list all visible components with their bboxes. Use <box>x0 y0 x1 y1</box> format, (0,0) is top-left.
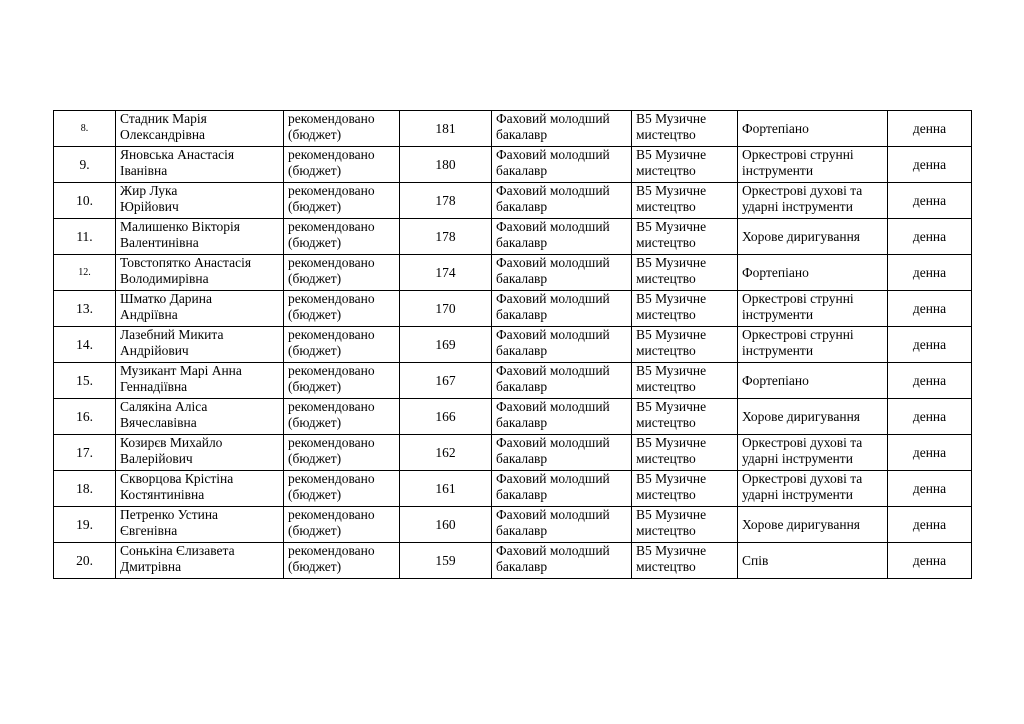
applicant-name-cell <box>116 219 284 255</box>
funding-text: (бюджет) <box>288 271 342 286</box>
applicant-patronymic: Валентинівна <box>120 235 199 250</box>
study-form-cell: денна <box>888 435 972 471</box>
applicant-name-cell <box>116 435 284 471</box>
specialization-line-1: Оркестрові духові та <box>742 471 863 486</box>
table-row <box>54 399 972 435</box>
status-text: рекомендовано <box>288 327 375 342</box>
admission-results-table <box>53 110 972 579</box>
study-form-cell: денна <box>888 219 972 255</box>
specialization-line-1: Хорове диригування <box>742 228 861 244</box>
status-text: рекомендовано <box>288 291 375 306</box>
funding-text: (бюджет) <box>288 523 342 538</box>
specialization-cell <box>738 219 888 255</box>
score-cell: 161 <box>400 471 492 507</box>
score-cell: 174 <box>400 255 492 291</box>
specialization-line-1: Хорове диригування <box>742 516 861 532</box>
specialization-line-1: Фортепіано <box>742 120 809 136</box>
status-text: рекомендовано <box>288 363 375 378</box>
degree-cell <box>492 219 632 255</box>
field-cell <box>632 471 738 507</box>
field-line-2: мистецтво <box>636 523 696 538</box>
row-number-cell: 12. <box>54 255 116 291</box>
study-form-cell: денна <box>888 291 972 327</box>
status-cell <box>284 183 400 219</box>
study-form-cell: денна <box>888 183 972 219</box>
applicant-name-cell <box>116 327 284 363</box>
applicant-surname-given: Жир Лука <box>120 183 178 198</box>
field-line-1: В5 Музичне <box>636 147 707 162</box>
field-line-1: В5 Музичне <box>636 291 707 306</box>
status-text: рекомендовано <box>288 399 375 414</box>
field-line-1: В5 Музичне <box>636 183 707 198</box>
field-line-2: мистецтво <box>636 199 696 214</box>
status-cell <box>284 219 400 255</box>
status-cell <box>284 291 400 327</box>
funding-text: (бюджет) <box>288 307 342 322</box>
specialization-cell <box>738 471 888 507</box>
field-line-2: мистецтво <box>636 451 696 466</box>
field-cell <box>632 147 738 183</box>
specialization-line-2: ударні інструменти <box>742 199 853 214</box>
row-number-cell: 14. <box>54 327 116 363</box>
degree-line-1: Фаховий молодший <box>496 507 610 522</box>
specialization-cell <box>738 111 888 147</box>
degree-line-2: бакалавр <box>496 307 548 322</box>
table-row <box>54 147 972 183</box>
degree-cell <box>492 111 632 147</box>
degree-line-1: Фаховий молодший <box>496 363 610 378</box>
degree-cell <box>492 255 632 291</box>
score-cell: 169 <box>400 327 492 363</box>
degree-line-1: Фаховий молодший <box>496 291 610 306</box>
degree-line-1: Фаховий молодший <box>496 111 610 126</box>
status-text: рекомендовано <box>288 435 375 450</box>
study-form-cell: денна <box>888 363 972 399</box>
table-row <box>54 111 972 147</box>
specialization-line-1: Фортепіано <box>742 372 809 388</box>
specialization-cell <box>738 291 888 327</box>
funding-text: (бюджет) <box>288 199 342 214</box>
applicant-patronymic: Іванівна <box>120 163 168 178</box>
status-cell <box>284 399 400 435</box>
funding-text: (бюджет) <box>288 343 342 358</box>
degree-line-2: бакалавр <box>496 271 548 286</box>
applicant-patronymic: Андріївна <box>120 307 178 322</box>
field-line-1: В5 Музичне <box>636 507 707 522</box>
score-cell: 178 <box>400 183 492 219</box>
field-cell <box>632 111 738 147</box>
status-cell <box>284 471 400 507</box>
applicant-surname-given: Петренко Устина <box>120 507 219 522</box>
applicant-patronymic: Дмитрівна <box>120 559 182 574</box>
degree-line-2: бакалавр <box>496 487 548 502</box>
degree-line-2: бакалавр <box>496 379 548 394</box>
degree-cell <box>492 291 632 327</box>
specialization-line-1: Оркестрові струнні <box>742 147 854 162</box>
degree-line-2: бакалавр <box>496 199 548 214</box>
degree-line-1: Фаховий молодший <box>496 219 610 234</box>
specialization-cell <box>738 327 888 363</box>
applicant-surname-given: Салякіна Аліса <box>120 399 208 414</box>
table-row <box>54 471 972 507</box>
status-text: рекомендовано <box>288 183 375 198</box>
applicant-surname-given: Товстопятко Анастасія <box>120 255 252 270</box>
row-number-cell: 18. <box>54 471 116 507</box>
table-row <box>54 363 972 399</box>
applicant-patronymic: Олександрівна <box>120 127 206 142</box>
score-cell: 160 <box>400 507 492 543</box>
status-text: рекомендовано <box>288 507 375 522</box>
study-form-cell: денна <box>888 507 972 543</box>
specialization-line-1: Оркестрові струнні <box>742 291 854 306</box>
field-line-1: В5 Музичне <box>636 471 707 486</box>
score-cell: 180 <box>400 147 492 183</box>
degree-line-2: бакалавр <box>496 415 548 430</box>
score-cell: 159 <box>400 543 492 579</box>
specialization-line-2: ударні інструменти <box>742 451 853 466</box>
specialization-line-1: Спів <box>742 552 769 568</box>
status-cell <box>284 327 400 363</box>
study-form-cell: денна <box>888 399 972 435</box>
degree-line-1: Фаховий молодший <box>496 327 610 342</box>
row-number-cell: 16. <box>54 399 116 435</box>
degree-line-2: бакалавр <box>496 523 548 538</box>
row-number-cell: 17. <box>54 435 116 471</box>
field-line-1: В5 Музичне <box>636 255 707 270</box>
field-line-2: мистецтво <box>636 343 696 358</box>
specialization-cell <box>738 435 888 471</box>
applicant-name-cell <box>116 363 284 399</box>
field-line-2: мистецтво <box>636 127 696 142</box>
degree-cell <box>492 471 632 507</box>
applicant-surname-given: Шматко Дарина <box>120 291 213 306</box>
score-cell: 170 <box>400 291 492 327</box>
applicant-patronymic: Геннадіївна <box>120 379 188 394</box>
row-number-cell: 19. <box>54 507 116 543</box>
degree-line-2: бакалавр <box>496 127 548 142</box>
degree-line-2: бакалавр <box>496 163 548 178</box>
table-row <box>54 507 972 543</box>
study-form-cell: денна <box>888 543 972 579</box>
degree-cell <box>492 147 632 183</box>
status-text: рекомендовано <box>288 543 375 558</box>
degree-line-1: Фаховий молодший <box>496 183 610 198</box>
status-cell <box>284 435 400 471</box>
field-line-1: В5 Музичне <box>636 327 707 342</box>
applicant-name-cell <box>116 255 284 291</box>
table-row <box>54 291 972 327</box>
specialization-line-1: Хорове диригування <box>742 408 861 424</box>
applicant-surname-given: Лазебний Микита <box>120 327 224 342</box>
funding-text: (бюджет) <box>288 379 342 394</box>
field-cell <box>632 183 738 219</box>
row-number-cell: 13. <box>54 291 116 327</box>
field-line-1: В5 Музичне <box>636 219 707 234</box>
field-line-2: мистецтво <box>636 559 696 574</box>
specialization-line-1: Оркестрові духові та <box>742 183 863 198</box>
applicant-patronymic: Костянтинівна <box>120 487 205 502</box>
study-form-cell: денна <box>888 111 972 147</box>
applicant-name-cell <box>116 507 284 543</box>
applicant-surname-given: Яновська Анастасія <box>120 147 235 162</box>
field-line-1: В5 Музичне <box>636 363 707 378</box>
table-row <box>54 543 972 579</box>
field-line-1: В5 Музичне <box>636 111 707 126</box>
table-row <box>54 327 972 363</box>
status-text: рекомендовано <box>288 111 375 126</box>
funding-text: (бюджет) <box>288 487 342 502</box>
applicant-patronymic: Андрійович <box>120 343 189 358</box>
applicant-name-cell <box>116 399 284 435</box>
specialization-cell <box>738 363 888 399</box>
score-cell: 166 <box>400 399 492 435</box>
status-cell <box>284 363 400 399</box>
specialization-cell <box>738 183 888 219</box>
study-form-cell: денна <box>888 147 972 183</box>
score-cell: 181 <box>400 111 492 147</box>
status-text: рекомендовано <box>288 147 375 162</box>
status-cell <box>284 507 400 543</box>
applicant-patronymic: Юрійович <box>120 199 179 214</box>
degree-line-1: Фаховий молодший <box>496 147 610 162</box>
field-cell <box>632 363 738 399</box>
degree-line-1: Фаховий молодший <box>496 543 610 558</box>
row-number-cell: 20. <box>54 543 116 579</box>
row-number-cell: 11. <box>54 219 116 255</box>
table-body <box>54 111 972 579</box>
field-cell <box>632 507 738 543</box>
degree-cell <box>492 543 632 579</box>
specialization-cell <box>738 399 888 435</box>
applicant-surname-given: Скворцова Крістіна <box>120 471 234 486</box>
row-number-cell: 9. <box>54 147 116 183</box>
field-cell <box>632 543 738 579</box>
degree-cell <box>492 507 632 543</box>
funding-text: (бюджет) <box>288 451 342 466</box>
field-line-2: мистецтво <box>636 379 696 394</box>
specialization-cell <box>738 147 888 183</box>
degree-line-2: бакалавр <box>496 451 548 466</box>
applicant-name-cell <box>116 147 284 183</box>
specialization-cell <box>738 543 888 579</box>
table-row <box>54 255 972 291</box>
specialization-cell <box>738 507 888 543</box>
specialization-line-2: ударні інструменти <box>742 487 853 502</box>
applicant-patronymic: Володимирівна <box>120 271 209 286</box>
field-cell <box>632 219 738 255</box>
field-line-2: мистецтво <box>636 271 696 286</box>
degree-line-2: бакалавр <box>496 343 548 358</box>
field-line-2: мистецтво <box>636 487 696 502</box>
applicant-surname-given: Козирєв Михайло <box>120 435 223 450</box>
specialization-cell <box>738 255 888 291</box>
funding-text: (бюджет) <box>288 415 342 430</box>
degree-cell <box>492 327 632 363</box>
status-cell <box>284 255 400 291</box>
applicant-surname-given: Малишенко Вікторія <box>120 219 241 234</box>
status-text: рекомендовано <box>288 471 375 486</box>
funding-text: (бюджет) <box>288 163 342 178</box>
status-cell <box>284 111 400 147</box>
field-line-1: В5 Музичне <box>636 435 707 450</box>
field-line-2: мистецтво <box>636 163 696 178</box>
field-line-2: мистецтво <box>636 307 696 322</box>
degree-cell <box>492 435 632 471</box>
applicant-name-cell <box>116 291 284 327</box>
specialization-line-2: інструменти <box>742 163 814 178</box>
row-number-cell: 15. <box>54 363 116 399</box>
table-row <box>54 435 972 471</box>
status-text: рекомендовано <box>288 255 375 270</box>
field-cell <box>632 255 738 291</box>
degree-cell <box>492 183 632 219</box>
funding-text: (бюджет) <box>288 235 342 250</box>
study-form-cell: денна <box>888 255 972 291</box>
degree-line-2: бакалавр <box>496 235 548 250</box>
applicant-patronymic: Євгенівна <box>120 523 178 538</box>
table-row <box>54 219 972 255</box>
field-cell <box>632 327 738 363</box>
study-form-cell: денна <box>888 327 972 363</box>
specialization-line-1: Оркестрові духові та <box>742 435 863 450</box>
score-cell: 162 <box>400 435 492 471</box>
applicant-surname-given: Музикант Марі Анна <box>120 363 242 378</box>
field-cell <box>632 291 738 327</box>
applicant-patronymic: Валерійович <box>120 451 193 466</box>
applicant-name-cell <box>116 471 284 507</box>
specialization-line-2: інструменти <box>742 343 814 358</box>
degree-cell <box>492 363 632 399</box>
score-cell: 178 <box>400 219 492 255</box>
applicant-patronymic: Вячеславівна <box>120 415 197 430</box>
field-line-1: В5 Музичне <box>636 399 707 414</box>
specialization-line-1: Оркестрові струнні <box>742 327 854 342</box>
specialization-line-2: інструменти <box>742 307 814 322</box>
degree-line-1: Фаховий молодший <box>496 435 610 450</box>
applicant-name-cell <box>116 111 284 147</box>
funding-text: (бюджет) <box>288 559 342 574</box>
field-cell <box>632 435 738 471</box>
applicant-surname-given: Стадник Марія <box>120 111 207 126</box>
applicant-name-cell <box>116 183 284 219</box>
score-cell: 167 <box>400 363 492 399</box>
degree-line-1: Фаховий молодший <box>496 399 610 414</box>
applicant-surname-given: Сонькіна Єлизавета <box>120 543 235 558</box>
status-cell <box>284 147 400 183</box>
degree-line-1: Фаховий молодший <box>496 471 610 486</box>
status-text: рекомендовано <box>288 219 375 234</box>
row-number-cell: 8. <box>54 111 116 147</box>
table-row <box>54 183 972 219</box>
field-line-2: мистецтво <box>636 235 696 250</box>
status-cell <box>284 543 400 579</box>
field-cell <box>632 399 738 435</box>
field-line-2: мистецтво <box>636 415 696 430</box>
applicant-name-cell <box>116 543 284 579</box>
degree-cell <box>492 399 632 435</box>
row-number-cell: 10. <box>54 183 116 219</box>
degree-line-2: бакалавр <box>496 559 548 574</box>
field-line-1: В5 Музичне <box>636 543 707 558</box>
study-form-cell: денна <box>888 471 972 507</box>
degree-line-1: Фаховий молодший <box>496 255 610 270</box>
funding-text: (бюджет) <box>288 127 342 142</box>
specialization-line-1: Фортепіано <box>742 264 809 280</box>
